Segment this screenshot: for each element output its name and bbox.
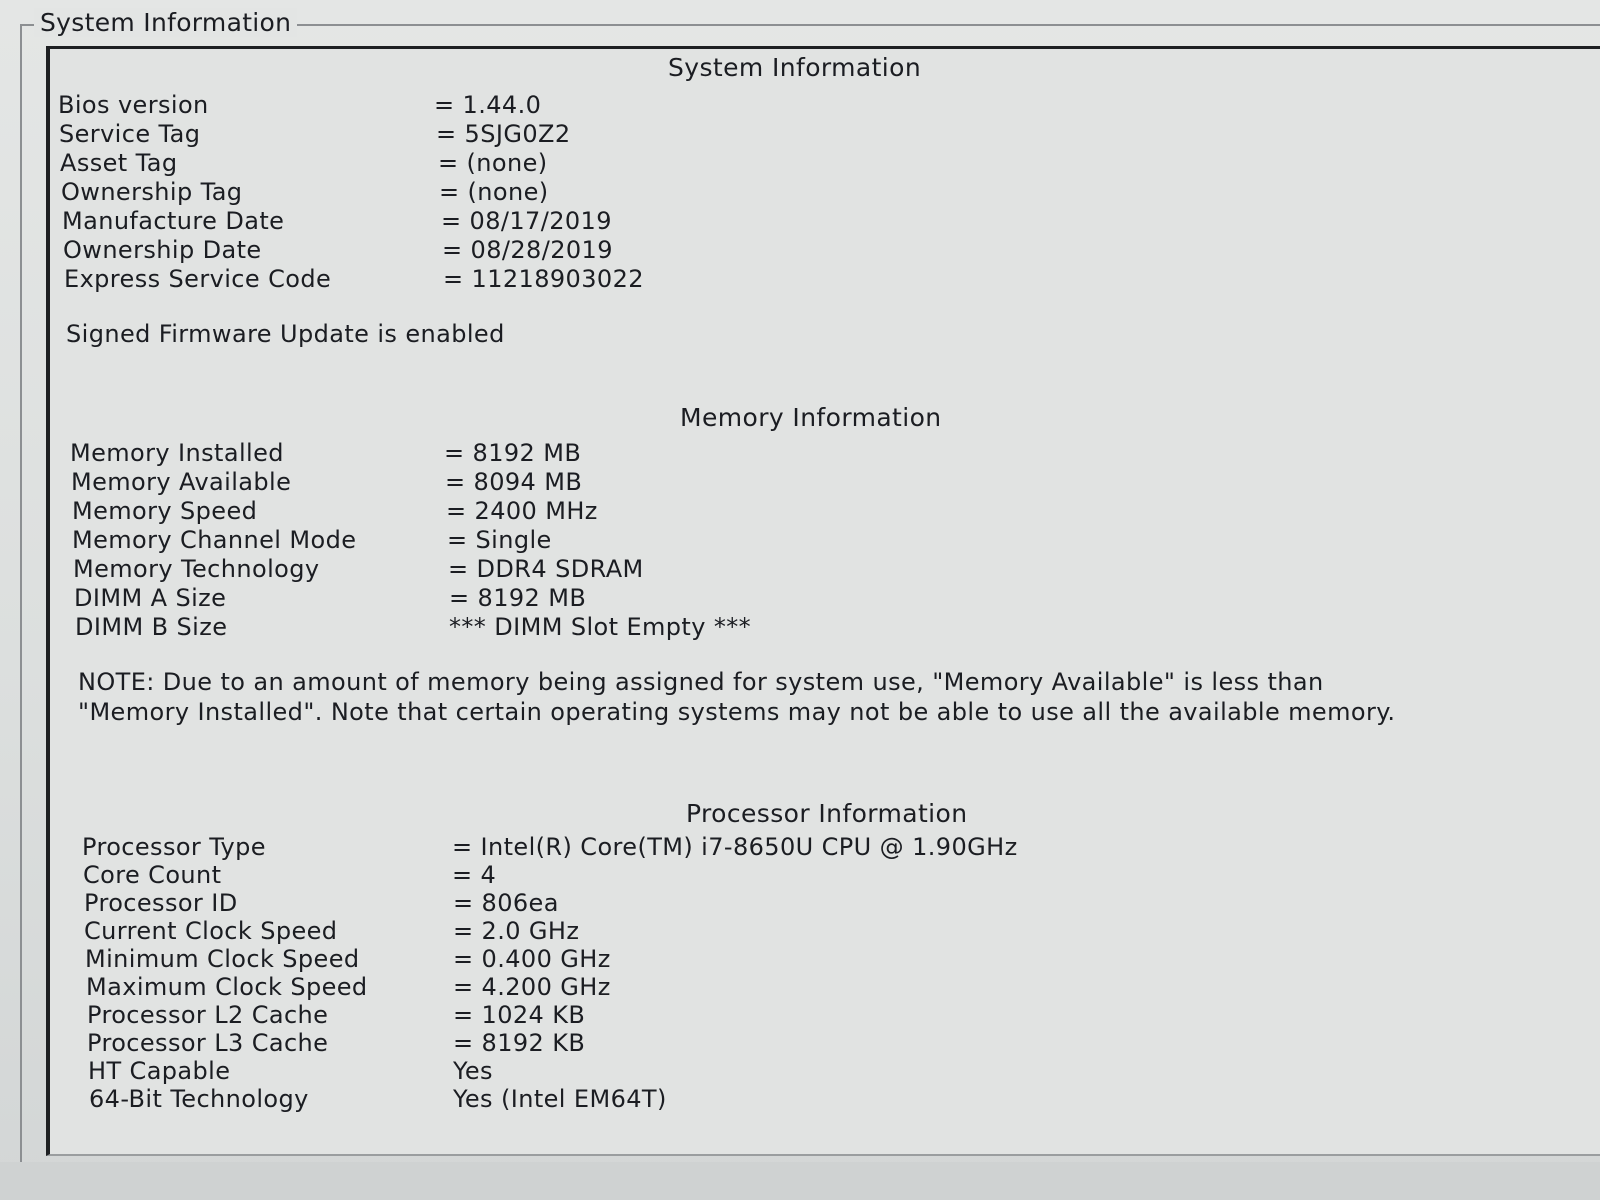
processor-label: HT Capable [88, 1057, 231, 1085]
memory-value: = DDR4 SDRAM [448, 555, 644, 583]
processor-label: Processor L2 Cache [87, 1001, 329, 1029]
info-value: = 5SJG0Z2 [436, 120, 571, 148]
memory-label: Memory Speed [72, 497, 258, 525]
processor-label: Current Clock Speed [84, 917, 338, 945]
group-title: System Information [34, 8, 297, 37]
processor-value: = 8192 KB [453, 1029, 586, 1057]
processor-value: = 1024 KB [453, 1001, 586, 1029]
info-label: Ownership Date [63, 236, 262, 264]
memory-label: Memory Available [71, 468, 292, 496]
processor-label: Core Count [83, 861, 222, 889]
memory-value: = 2400 MHz [446, 497, 598, 525]
info-value: = 08/28/2019 [442, 236, 613, 264]
processor-label: Minimum Clock Speed [85, 945, 360, 973]
memory-section-heading: Memory Information [680, 403, 942, 432]
processor-value: = Intel(R) Core(TM) i7-8650U CPU @ 1.90GHz [452, 833, 1018, 861]
info-value: = 11218903022 [443, 265, 644, 293]
processor-label: Processor Type [82, 833, 266, 861]
processor-value: = 0.400 GHz [453, 945, 611, 973]
info-label: Manufacture Date [62, 207, 285, 235]
processor-value: = 2.0 GHz [453, 917, 580, 945]
info-label: Ownership Tag [61, 178, 243, 206]
info-label: Asset Tag [60, 149, 178, 177]
info-label: Express Service Code [64, 265, 332, 293]
processor-label: Processor L3 Cache [87, 1029, 329, 1057]
processor-section-heading: Processor Information [686, 799, 968, 828]
memory-label: DIMM B Size [75, 613, 228, 641]
info-value: = (none) [439, 178, 549, 206]
info-label: Bios version [58, 91, 209, 119]
memory-value: = Single [447, 526, 552, 554]
memory-label: Memory Technology [73, 555, 320, 583]
processor-label: Processor ID [84, 889, 238, 917]
info-label: Service Tag [59, 120, 201, 148]
information-panel[interactable] [46, 46, 1600, 1156]
firmware-update-status: Signed Firmware Update is enabled [66, 320, 505, 348]
memory-value: = 8192 MB [444, 439, 582, 467]
memory-note: NOTE: Due to an amount of memory being assigned for system use, "Memory Available" is less than "Memory Installed". Note that certain operating systems may not be able to use all the available memory. [78, 668, 1396, 726]
processor-value: = 4.200 GHz [453, 973, 611, 1001]
processor-value: Yes [453, 1057, 493, 1085]
memory-label: Memory Channel Mode [72, 526, 357, 554]
memory-value: = 8192 MB [449, 584, 587, 612]
system-section-heading: System Information [668, 53, 922, 82]
processor-label: 64-Bit Technology [89, 1085, 309, 1113]
memory-label: Memory Installed [70, 439, 284, 467]
memory-value: = 8094 MB [445, 468, 583, 496]
memory-value: *** DIMM Slot Empty *** [449, 613, 752, 641]
processor-label: Maximum Clock Speed [86, 973, 368, 1001]
bottom-edge [0, 1162, 1600, 1200]
processor-value: Yes (Intel EM64T) [453, 1085, 667, 1113]
memory-label: DIMM A Size [74, 584, 227, 612]
processor-value: = 806ea [453, 889, 559, 917]
info-value: = (none) [438, 149, 548, 177]
info-value: = 08/17/2019 [441, 207, 612, 235]
processor-value: = 4 [452, 861, 497, 889]
info-value: = 1.44.0 [434, 91, 542, 119]
